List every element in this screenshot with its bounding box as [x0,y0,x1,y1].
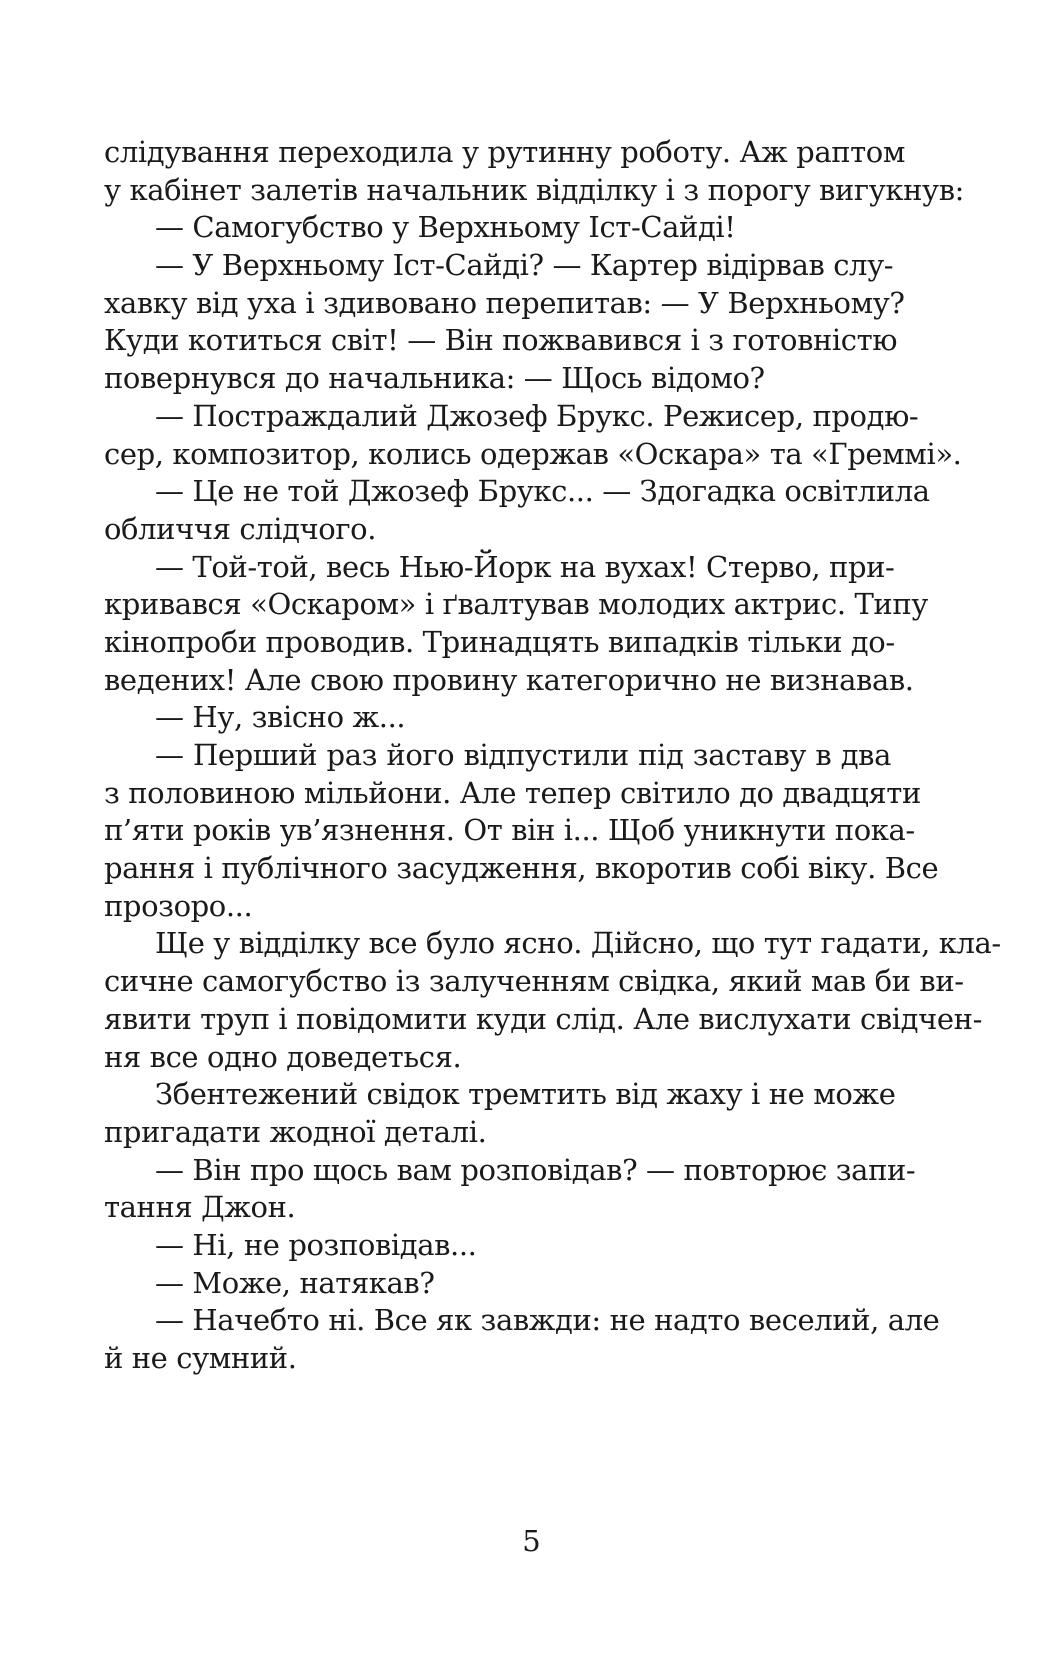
body-text [104,134,1001,1378]
text-line: Ще у відділку все було ясно. Дійсно, що тут гадати, кла- [155,926,1001,961]
text-line: й не сумний. [104,1341,297,1375]
text-line: кінопроби проводив. Тринадцять випадків тільки до- [104,624,895,659]
text-line: ведених! Але свою провину категорично не визнавав. [104,662,914,697]
text-line: у кабінет залетів начальник відділку і з порогу вигукнув: [104,172,964,207]
text-line: з половиною мільйони. Але тепер світило до двадцяти [104,775,921,810]
text-line: — Ні, не розповідав... [155,1227,477,1262]
text-line: прозоро... [104,888,253,923]
text-line: Куди котиться світ! — Він пожвавився і з готовністю [104,323,898,358]
text-line: обличчя слідчого. [104,511,377,546]
text-line: рання і публічного засудження, вкоротив собі віку. Все [104,851,939,886]
text-line: — Самогубство у Верхньому Іст-Сайді! [155,210,736,245]
text-line: слідування переходила у рутинну роботу. Аж раптом [104,135,905,169]
text-line: — Той-той, весь Нью-Йорк на вухах! Стерво, при- [155,549,895,584]
text-line: повернувся до начальника: — Щось відомо? [104,361,765,396]
text-line: сичне самогубство із залученням свідка, який мав би ви- [104,964,964,999]
text-line: явити труп і повідомити куди слід. Але вислухати свідчен- [104,1001,982,1036]
text-line: — У Верхньому Іст-Сайді? — Картер відірвав слу- [155,248,894,283]
text-line: Збентежений свідок тремтить від жаху і не може [155,1077,896,1112]
text-line: — Ну, звісно ж... [155,700,406,735]
text-line: — Може, натякав? [155,1265,435,1300]
text-line: — Він про щось вам розповідав? — повторює запи- [155,1152,916,1187]
text-line: — Постраждалий Джозеф Брукс. Режисер, продю- [155,398,919,433]
text-line: — Це не той Джозеф Брукс... — Здогадка освітлила [155,474,930,509]
text-line: пригадати жодної деталі. [104,1114,487,1149]
text-line: кривався «Оскаром» і ґвалтував молодих актрис. Типу [104,587,928,622]
text-line: сер, композитор, колись одержав «Оскара» та «Греммі». [104,436,962,471]
text-line: хавку від уха і здивовано перепитав: — У Верхньому? [104,285,905,320]
text-line: п’яти років ув’язнення. От він і... Щоб уникнути пока- [104,813,915,848]
text-line: ня все одно доведеться. [104,1039,462,1074]
text-line: тання Джон. [104,1190,296,1225]
page-number: 5 [522,1524,541,1558]
text-line: — Начебто ні. Все як завжди: не надто веселий, але [155,1303,940,1338]
text-line: — Перший раз його відпустили під заставу в два [155,738,891,772]
